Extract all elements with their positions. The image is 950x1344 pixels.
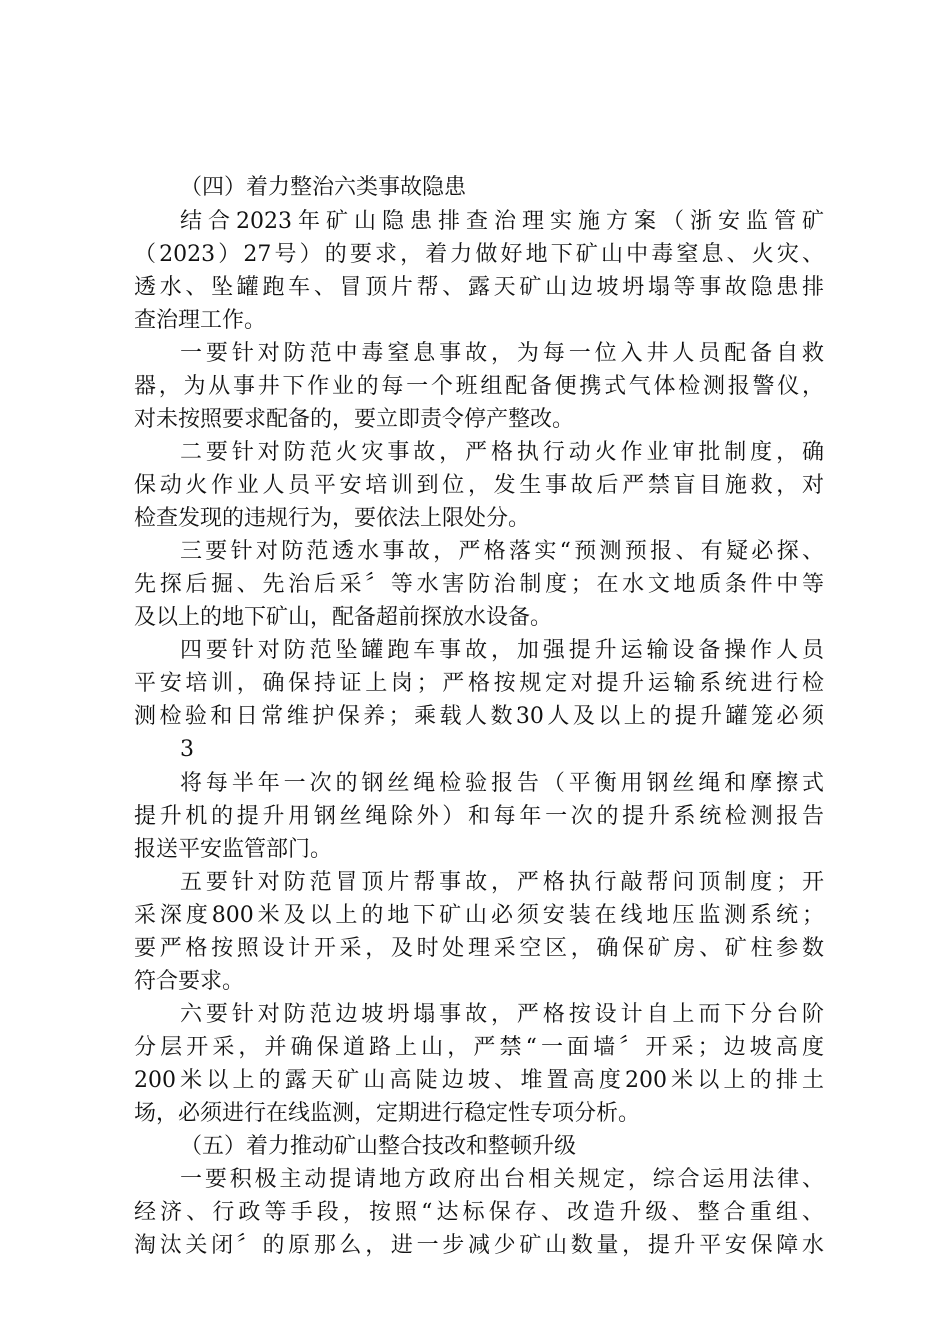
- paragraph-line: 器，为从事井下作业的每一个班组配备便携式气体检测报警仪，: [134, 374, 824, 399]
- paragraph-line: 二要针对防范火灾事故，严格执行动火作业审批制度，确: [180, 440, 824, 465]
- paragraph-line: 经济、行政等手段，按照“达标保存、改造升级、整合重组、: [134, 1200, 824, 1225]
- paragraph-line: 一要积极主动提请地方政府出台相关规定，综合运用法律、: [180, 1167, 824, 1192]
- paragraph-line: 一要针对防范中毒窒息事故，为每一位入井人员配备自救: [180, 341, 824, 366]
- section-heading-4: （四）着力整治六类事故隐患: [180, 175, 467, 200]
- paragraph-line: 场，必须进行在线监测，定期进行稳定性专项分析。: [134, 1101, 641, 1126]
- section-heading-5: （五）着力推动矿山整合技改和整顿升级: [180, 1134, 577, 1159]
- paragraph-line: 200米以上的露天矿山高陡边坡、堆置高度200米以上的排土: [134, 1068, 824, 1093]
- paragraph-line: 要严格按照设计开采，及时处理采空区，确保矿房、矿柱参数: [134, 936, 824, 961]
- paragraph-line: 查治理工作。: [134, 308, 267, 333]
- paragraph-line: 四要针对防范坠罐跑车事故，加强提升运输设备操作人员: [180, 638, 824, 663]
- paragraph-line: 平安培训，确保持证上岗；严格按规定对提升运输系统进行检: [134, 671, 824, 696]
- paragraph-line: 将每半年一次的钢丝绳检验报告（平衡用钢丝绳和摩擦式: [180, 771, 824, 796]
- paragraph-line: 透水、坠罐跑车、冒顶片帮、露天矿山边坡坍塌等事故隐患排: [134, 275, 824, 300]
- paragraph-line: 三要针对防范透水事故，严格落实“预测预报、有疑必探、: [180, 539, 824, 564]
- paragraph-line: 先探后掘、先治后采〞等水害防治制度；在水文地质条件中等: [134, 572, 824, 597]
- paragraph-line: （2023）27号）的要求，着力做好地下矿山中毒窒息、火灾、: [134, 242, 824, 267]
- paragraph-line: 测检验和日常维护保养；乘载人数30人及以上的提升罐笼必须: [134, 704, 824, 729]
- paragraph-line: 保动火作业人员平安培训到位，发生事故后严禁盲目施救，对: [134, 473, 824, 498]
- paragraph-line: 及以上的地下矿山，配备超前探放水设备。: [134, 605, 553, 630]
- paragraph-line: 对未按照要求配备的，要立即责令停产整改。: [134, 407, 575, 432]
- paragraph-line: 分层开采，并确保道路上山，严禁“一面墙〞开采；边坡高度: [134, 1035, 824, 1060]
- paragraph-line: 淘汰关闭〞的原那么，进一步减少矿山数量，提升平安保障水: [134, 1233, 824, 1258]
- page-number: 3: [180, 737, 194, 762]
- paragraph-line: 报送平安监管部门。: [134, 837, 333, 862]
- paragraph-line: 五要针对防范冒顶片帮事故，严格执行敲帮问顶制度；开: [180, 870, 824, 895]
- paragraph-line: 提升机的提升用钢丝绳除外）和每年一次的提升系统检测报告: [134, 804, 824, 829]
- paragraph-line: 采深度800米及以上的地下矿山必须安装在线地压监测系统；: [134, 903, 824, 928]
- paragraph-line: 六要针对防范边坡坍塌事故，严格按设计自上而下分台阶: [180, 1002, 824, 1027]
- paragraph-line: 检查发现的违规行为，要依法上限处分。: [134, 506, 531, 531]
- paragraph-line: 结合2023年矿山隐患排查治理实施方案（浙安监管矿: [180, 209, 824, 234]
- paragraph-line: 符合要求。: [134, 969, 245, 994]
